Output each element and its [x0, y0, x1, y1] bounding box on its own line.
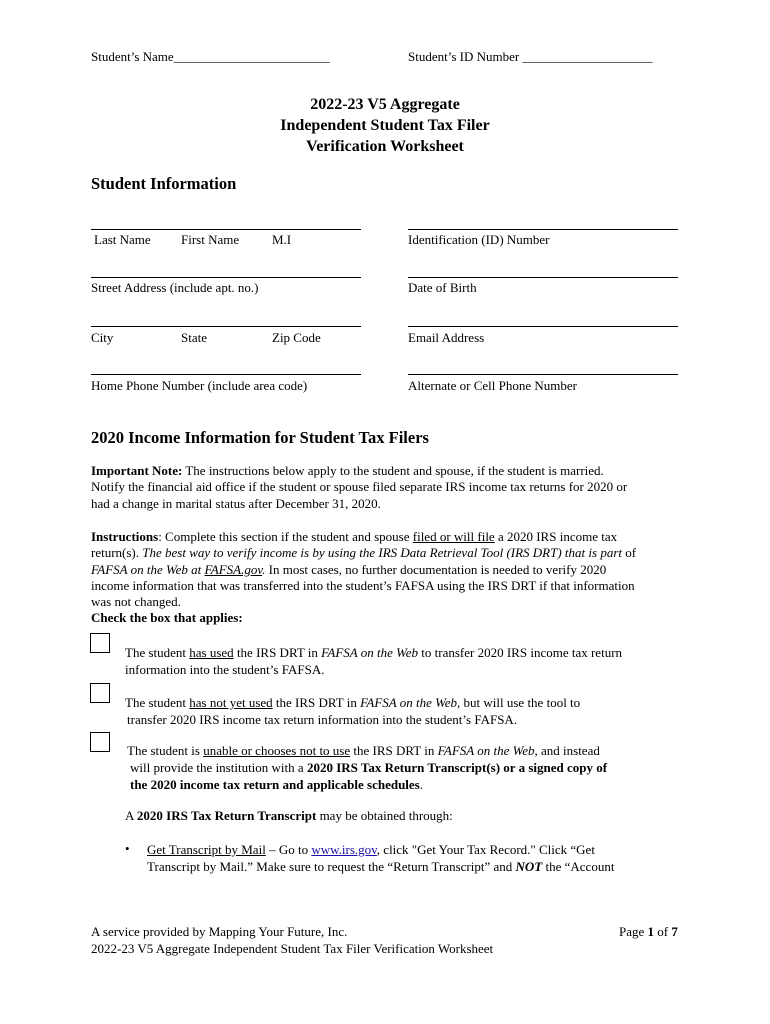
opt3-c: , and instead [534, 743, 600, 758]
street-line [91, 277, 361, 278]
page-title-line2: Independent Student Tax Filer [280, 117, 490, 134]
page-title-line1: 2022-23 V5 Aggregate [310, 96, 460, 113]
instr-text-d: of [622, 545, 637, 561]
student-info-heading: Student Information [91, 174, 237, 193]
page-total: 7 [671, 924, 678, 939]
page-mid: of [654, 924, 672, 939]
opt1-a: The student [125, 645, 190, 660]
page-prefix: Page [619, 924, 648, 939]
opt1-d: information into the student’s FAFSA. [125, 662, 325, 677]
opt2-c: , but will use the tool to [457, 695, 581, 710]
opt3-a: The student is [127, 743, 204, 758]
page-title-line3: Verification Worksheet [306, 138, 464, 155]
opt1-u: has used [189, 645, 234, 660]
opt3-bold-1: 2020 IRS Tax Return Transcript(s) or a signed copy of [306, 760, 608, 775]
transcript-intro [125, 808, 453, 824]
instr-text-c: return(s). [91, 545, 143, 561]
instr-text-a: : Complete this section if the student and spouse [158, 529, 413, 544]
home-phone-line [91, 374, 361, 375]
note-label: Important Note: [91, 463, 183, 478]
city-label: City [91, 330, 114, 345]
instr-italic-3: . [262, 561, 266, 577]
mail-not: NOT [515, 858, 543, 874]
mi-label: M.I [272, 232, 292, 247]
option-2-checkbox[interactable] [90, 683, 110, 703]
option-3-text [127, 742, 667, 793]
get-transcript-by-mail: Get Transcript by Mail [147, 842, 266, 857]
instr-text-f: income information that was transferred into the student’s FAFSA using the IRS DRT if that information [91, 577, 635, 593]
option-3-checkbox[interactable] [90, 732, 110, 752]
footer-service: A service provided by Mapping Your Future, Inc. [91, 924, 348, 939]
email-line [408, 326, 678, 327]
page-current: 1 [647, 924, 655, 939]
instructions [91, 529, 681, 627]
irs-link[interactable]: www.irs.gov [311, 842, 377, 857]
transcript-intro-b: may be obtained through: [316, 808, 453, 823]
transcript-intro-a: A [125, 808, 137, 823]
income-heading: 2020 Income Information for Student Tax Filers [91, 428, 429, 447]
opt3-d: will provide the institution with a [130, 760, 307, 775]
city-line [91, 326, 361, 327]
email-label: Email Address [408, 330, 485, 345]
zip-label: Zip Code [272, 330, 321, 345]
option-2-text [125, 694, 665, 728]
alt-phone-label: Alternate or Cell Phone Number [408, 378, 577, 393]
instr-italic-2: FAFSA on the Web at [91, 561, 205, 577]
page-number [619, 924, 678, 940]
opt1-i: FAFSA on the Web [321, 645, 419, 660]
note-text-1: The instructions below apply to the student and spouse, if the student is married. [182, 463, 604, 478]
opt2-i: FAFSA on the Web [360, 695, 458, 710]
important-note [91, 463, 681, 512]
first-name-label: First Name [181, 232, 240, 247]
opt3-i: FAFSA on the Web [437, 743, 535, 758]
instr-text-b: a 2020 IRS income tax [494, 529, 618, 544]
check-box-label: Check the box that applies: [91, 610, 243, 626]
student-id-field: Student’s ID Number ____________________ [408, 49, 653, 64]
instr-text-e: In most cases, no further documentation is needed to verify 2020 [265, 561, 607, 577]
opt2-a: The student [125, 695, 190, 710]
instr-text-g: was not changed. [91, 594, 181, 610]
footer-doc-name: 2022-23 V5 Aggregate Independent Student Tax Filer Verification Worksheet [91, 941, 494, 956]
state-label: State [181, 330, 207, 345]
opt3-b: the IRS DRT in [350, 743, 438, 758]
id-line [408, 229, 678, 230]
mail-d: the “Account [542, 858, 615, 874]
id-number-label: Identification (ID) Number [408, 232, 550, 247]
instr-italic-1: The best way to verify income is by using the IRS Data Retrieval Tool (IRS DRT) that is part [142, 545, 623, 561]
alt-phone-line [408, 374, 678, 375]
name-line [91, 229, 361, 230]
opt3-u: unable or chooses not to use [203, 743, 351, 758]
opt3-e: . [419, 777, 423, 792]
opt2-u: has not yet used [189, 695, 273, 710]
note-text-3: had a change in marital status after December 31, 2020. [91, 495, 381, 511]
note-text-2: Notify the financial aid office if the student or spouse filed separate IRS income tax returns for 2020 or [91, 479, 628, 495]
student-name-field: Student’s Name________________________ [91, 49, 330, 64]
option-1-checkbox[interactable] [90, 633, 110, 653]
opt1-c: to transfer 2020 IRS income tax return [418, 645, 623, 660]
home-phone-label: Home Phone Number (include area code) [91, 378, 308, 393]
mail-a: – Go to [265, 842, 312, 857]
option-1-text [125, 644, 665, 678]
instr-label: Instructions [91, 529, 159, 544]
street-label: Street Address (include apt. no.) [91, 280, 259, 295]
mail-c: Transcript by Mail.” Make sure to request the “Return Transcript” and [147, 858, 516, 874]
transcript-by-mail [147, 842, 687, 875]
bullet-icon: • [125, 841, 130, 856]
opt2-b: the IRS DRT in [272, 695, 361, 710]
instr-filed: filed or will file [412, 529, 495, 544]
dob-label: Date of Birth [408, 280, 477, 295]
opt2-d: transfer 2020 IRS income tax return information into the student’s FAFSA. [127, 712, 518, 727]
last-name-label: Last Name [94, 232, 151, 247]
opt3-bold-2: the 2020 income tax return and applicable schedules [130, 777, 420, 792]
transcript-intro-bold: 2020 IRS Tax Return Transcript [136, 808, 317, 823]
mail-b: , click "Get Your Tax Record." Click “Get [376, 842, 595, 857]
dob-line [408, 277, 678, 278]
opt1-b: the IRS DRT in [233, 645, 322, 660]
fafsa-link[interactable]: FAFSA.gov [204, 561, 263, 577]
